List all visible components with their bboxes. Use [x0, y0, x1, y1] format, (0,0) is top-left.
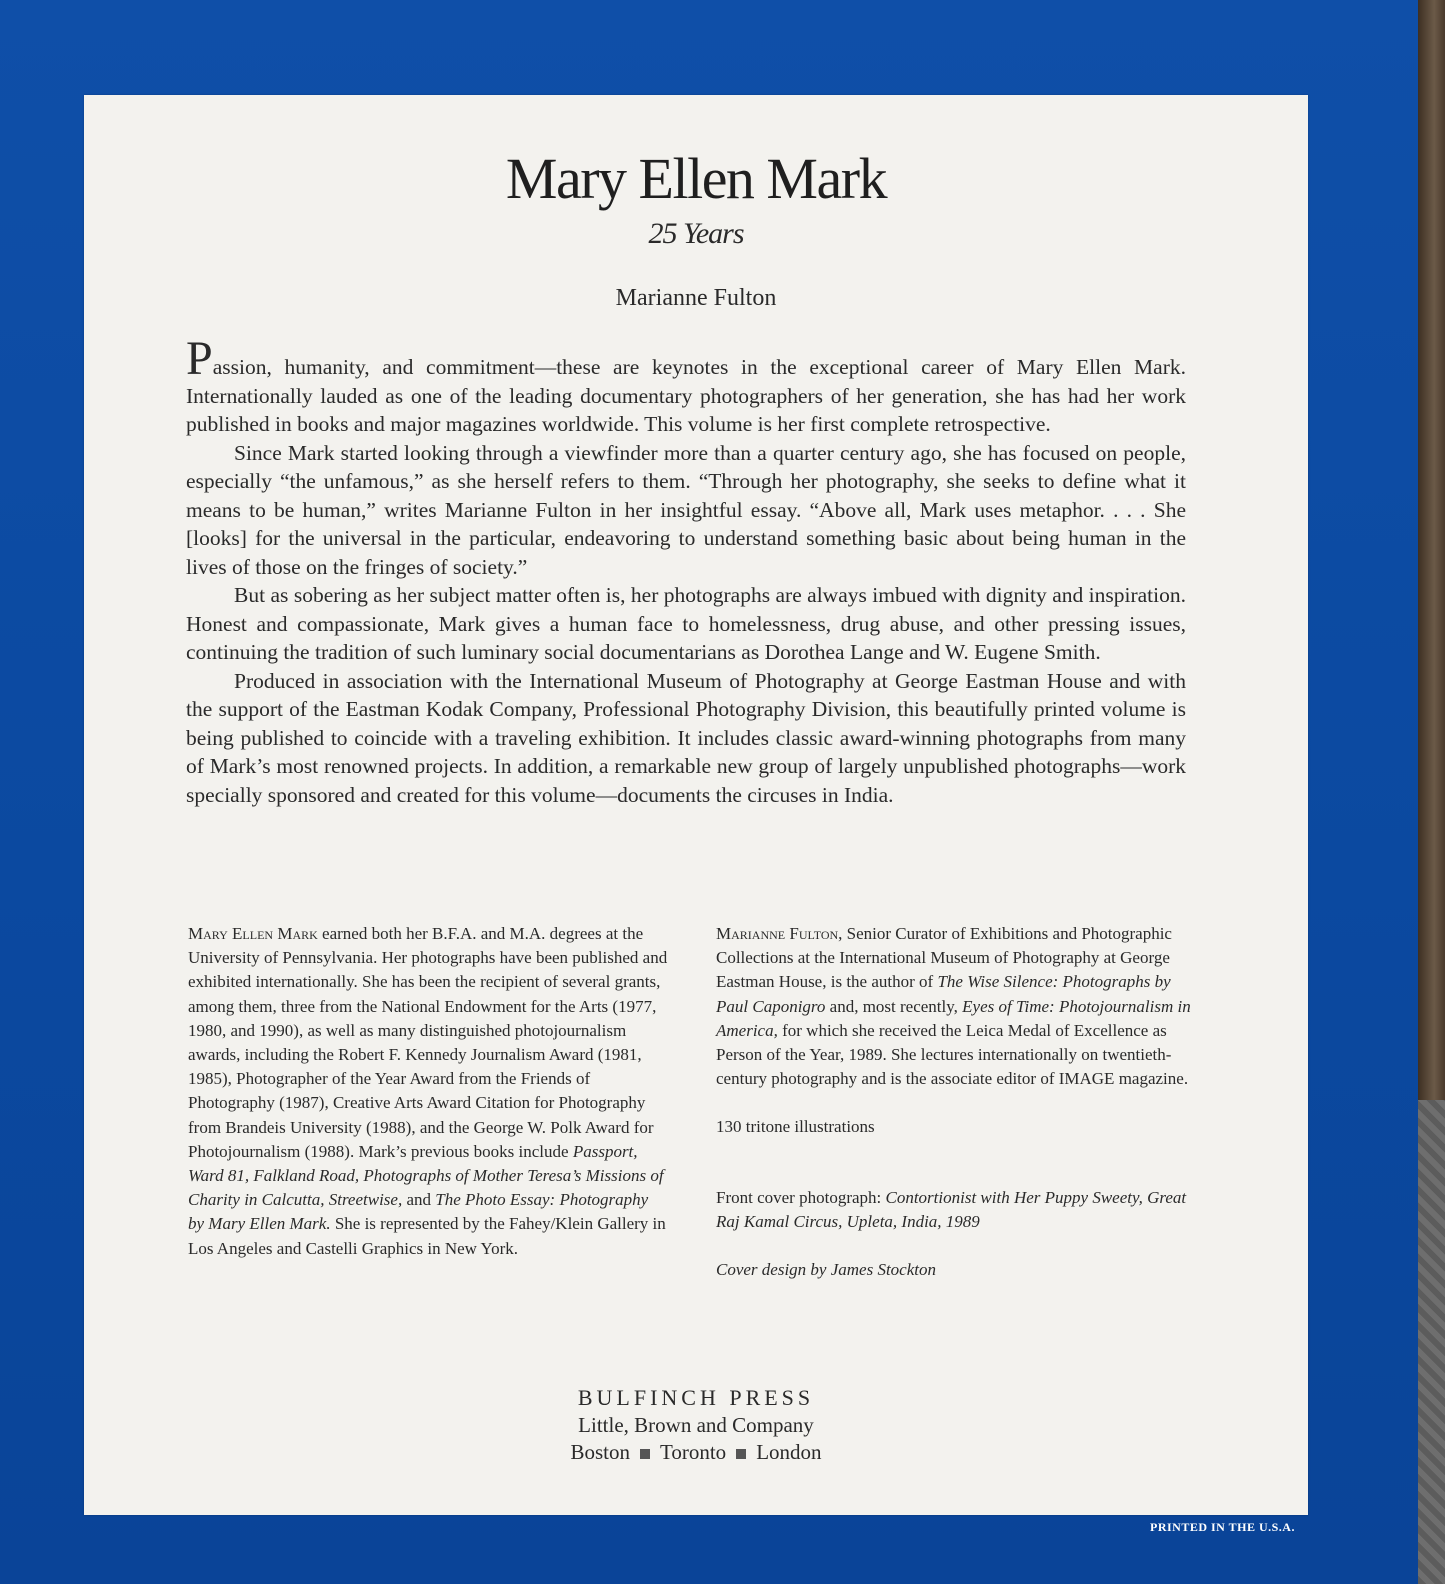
printed-in-usa: PRINTED IN THE U.S.A. [1150, 1520, 1295, 1534]
bio-right-text-3: for which she received the Leica Medal of Excellence as Person of the Year, 1989. She lectures internationally on twentieth-century photography and is the associate editor of IMAGE magazine. [716, 1020, 1189, 1089]
bio-left-text-1: earned both her B.F.A. and M.A. degrees at the University of Pennsylvania. Her photographs have been published and exhibited internationally. She has been the recipient of several grants, among them, three from the National Endowment for the Arts (1977, 1980, and 1990), as well as many distinguished photojournalism awards, including the Robert F. Kennedy Journalism Award (1981, 1985), Photographer of the Year Award from the Friends of Photography (1987), Creative Arts Award Citation for Photography from Brandeis University (1988), and the George W. Polk Award for Photojournalism (1988). Mark’s previous books include [188, 924, 668, 1161]
author-bio [716, 922, 1206, 1282]
square-bullet-icon [640, 1449, 650, 1459]
paragraph-4: Produced in association with the International Museum of Photography at George Eastman House and with the support of the Eastman Kodak Company, Professional Photography Division, this beautifully printed volume is being published to coincide with a traveling exhibition. It includes classic award-winning photographs from many of Mark’s most renowned projects. In addition, a remarkable new group of largely unpublished photographs—work specially sponsored and created for this volume—documents the circuses in India. [186, 668, 1186, 807]
publisher-company: Little, Brown and Company [578, 1413, 814, 1437]
bio-right-text-1: Senior Curator of Exhibitions and Photographic Collections at the International Museum of Photography at George Eastman House, is the author of [716, 924, 1172, 992]
publisher-block [84, 1385, 1308, 1465]
city-boston: Boston [570, 1440, 630, 1464]
photographer-bio-text [188, 922, 668, 1261]
photographer-name: Mary Ellen Mark [188, 924, 318, 943]
book-subtitle: 25 Years [648, 217, 744, 250]
square-bullet-icon [736, 1449, 746, 1459]
drop-cap: P [186, 332, 213, 385]
main-description [186, 332, 1186, 809]
photographer-bio [188, 922, 668, 1261]
bio-right-book-1: The Wise Silence: Photographs by Paul Caponigro [716, 972, 1171, 1016]
cover-photo-credit [716, 1186, 1206, 1234]
bio-right-book-2: Eyes of Time: Photojournalism in America, [716, 996, 1191, 1040]
illustrations-count: 130 tritone illustrations [716, 1117, 875, 1137]
bio-left-and: and [402, 1190, 436, 1210]
city-london: London [756, 1440, 822, 1464]
book-author: Marianne Fulton [615, 285, 777, 311]
paragraph-2: Since Mark started looking through a viewfinder more than a quarter century ago, she has focused on people, especially “the unfamous,” as she herself refers to them. “Through her photography, she seeks to define what it means to be human,” writes Marianne Fulton in her insightful essay. “Above all, Mark uses metaphor. . . . She [looks] for the universal in the particular, endeavoring to understand something basic about being human in the lives of those on the fringes of society.” [186, 440, 1186, 579]
publisher-cities [84, 1440, 1308, 1465]
bio-left-books-1: Passport, Ward 81, Falkland Road, Photographs of Mother Teresa’s Missions of Charity in Calcutta, Streetwise, [188, 1141, 664, 1210]
author-bio-text [716, 922, 1206, 1091]
bio-right-text-2: and, most recently, [825, 996, 963, 1016]
table-surface [1418, 1100, 1445, 1584]
paragraph-3: But as sobering as her subject matter often is, her photographs are always imbued with dignity and inspiration. Honest and compassionate, Mark gives a human face to homelessness, drug abuse, and other pressing issues, continuing the tradition of such luminary social documentarians as Dorothea Lange and W. Eugene Smith. [186, 583, 1186, 664]
publisher-press: BULFINCH PRESS [577, 1385, 815, 1410]
cover-photo-title: Contortionist with Her Puppy Sweety, Great Raj Kamal Circus, Upleta, India, 1989 [716, 1187, 1187, 1231]
cover-photo-label: Front cover photograph: [716, 1187, 886, 1207]
bio-left-books-2: The Photo Essay: Photography by Mary Ellen Mark. [188, 1190, 649, 1234]
back-cover-label [84, 95, 1308, 1515]
author-name: Marianne Fulton, [716, 924, 843, 943]
paragraph-1 [186, 332, 1186, 439]
cover-design-credit: Cover design by James Stockton [716, 1260, 936, 1280]
city-toronto: Toronto [659, 1440, 727, 1464]
bio-left-text-2: She is represented by the Fahey/Klein Gallery in Los Angeles and Castelli Graphics in New York. [188, 1214, 666, 1258]
book-title: Mary Ellen Mark [505, 146, 887, 211]
paragraph-1-text: assion, humanity, and commitment—these are keynotes in the exceptional career of Mary Ellen Mark. Internationally lauded as one of the leading documentary photographers of her generation, she has had her work published in books and major magazines worldwide. This volume is her first complete retrospective. [186, 355, 1186, 436]
